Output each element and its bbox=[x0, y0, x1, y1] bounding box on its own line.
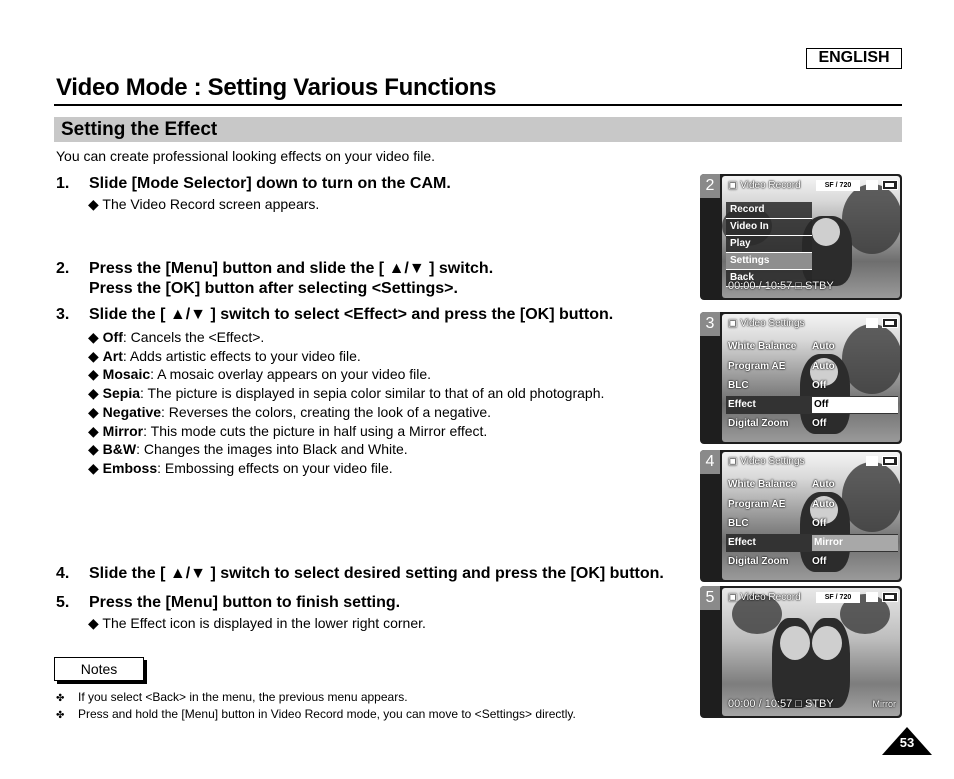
mode-icon bbox=[866, 592, 878, 602]
main-menu bbox=[726, 202, 812, 287]
screen-photo bbox=[722, 176, 900, 298]
setting-blc[interactable]: BLC Off bbox=[728, 518, 827, 529]
language-badge: ENGLISH bbox=[806, 48, 902, 69]
setting-effect[interactable]: Effect Off bbox=[726, 396, 898, 414]
battery-icon bbox=[882, 318, 898, 328]
bullet-art: ◆ Art: Adds artistic effects to your video file. bbox=[88, 348, 361, 364]
bullet-negative: ◆ Negative: Reverses the colors, creating the look of a negative. bbox=[88, 404, 491, 420]
menu-item-record[interactable]: Record bbox=[726, 202, 812, 219]
camcorder-icon: ▣ Video Settings bbox=[728, 318, 805, 329]
step-text: Press the [Menu] button and slide the [ ▲/▼ ] switch. bbox=[89, 260, 494, 277]
step-text: Slide the [ ▲/▼ ] switch to select <Effect> and press the [OK] button. bbox=[89, 306, 614, 323]
step-text: Slide [Mode Selector] down to turn on the CAM. bbox=[89, 175, 451, 192]
setting-white-balance[interactable]: White Balance Auto bbox=[728, 341, 835, 352]
setting-digital-zoom[interactable]: Digital Zoom Off bbox=[728, 418, 827, 429]
effect-indicator: Mirror bbox=[872, 699, 896, 709]
resolution-badge: SF / 720 bbox=[816, 180, 860, 191]
screen-number: 3 bbox=[700, 312, 720, 336]
bullet-bw: ◆ B&W: Changes the images into Black and White. bbox=[88, 441, 408, 457]
setting-blc[interactable]: BLC Off bbox=[728, 380, 827, 391]
screen-step-4 bbox=[700, 450, 902, 582]
bullet-diamond: ◆ bbox=[88, 196, 99, 212]
menu-item-play[interactable]: Play bbox=[726, 236, 812, 253]
mode-icon bbox=[866, 456, 878, 466]
screen-photo bbox=[722, 588, 900, 716]
battery-icon bbox=[882, 592, 898, 602]
setting-white-balance[interactable]: White Balance Auto bbox=[728, 479, 835, 490]
step-text: Slide the [ ▲/▼ ] switch to select desired setting and press the [OK] button. bbox=[89, 565, 664, 582]
setting-digital-zoom[interactable]: Digital Zoom Off bbox=[728, 556, 827, 567]
screen-number: 2 bbox=[700, 174, 720, 198]
camcorder-icon: ▣ Video Settings bbox=[728, 456, 805, 467]
menu-item-settings[interactable]: Settings bbox=[726, 253, 812, 270]
setting-program-ae[interactable]: Program AE Auto bbox=[728, 499, 835, 510]
screen-step-5 bbox=[700, 586, 902, 718]
step-3 bbox=[56, 306, 696, 326]
section-title: Setting the Effect bbox=[61, 119, 218, 140]
step-4 bbox=[56, 565, 696, 585]
intro-text: You can create professional looking effects on your video file. bbox=[56, 148, 436, 164]
page-title: Video Mode : Setting Various Functions bbox=[56, 74, 497, 101]
screen-number: 5 bbox=[700, 586, 720, 610]
time-counter: 00:00 / 10:57 □ STBY bbox=[728, 280, 834, 292]
setting-effect[interactable]: Effect Mirror bbox=[726, 534, 898, 552]
bullet-diamond: ◆ bbox=[88, 615, 99, 631]
note-item: ✤ Press and hold the [Menu] button in Video Record mode, you can move to <Settings> directly. bbox=[56, 707, 576, 721]
page-number: 53 bbox=[899, 735, 915, 750]
resolution-badge: SF / 720 bbox=[816, 592, 860, 603]
screen-photo bbox=[722, 452, 900, 580]
menu-item-back[interactable]: Back bbox=[726, 270, 812, 287]
setting-program-ae[interactable]: Program AE Auto bbox=[728, 361, 835, 372]
step-number: 2. bbox=[56, 260, 70, 277]
bullet-mosaic: ◆ Mosaic: A mosaic overlay appears on your video file. bbox=[88, 366, 432, 382]
step-5 bbox=[56, 594, 696, 614]
note-item: ✤ If you select <Back> in the menu, the previous menu appears. bbox=[56, 690, 408, 704]
title-rule bbox=[54, 104, 902, 106]
battery-icon bbox=[882, 180, 898, 190]
bullet-item: ◆ The Effect icon is displayed in the lower right corner. bbox=[88, 615, 426, 631]
bullet-item: ◆ The Video Record screen appears. bbox=[88, 196, 320, 212]
screen-photo bbox=[722, 314, 900, 442]
step-2-line-2 bbox=[56, 280, 696, 300]
menu-item-video-in[interactable]: Video In bbox=[726, 219, 812, 236]
camcorder-icon: ▣ Video Record bbox=[728, 592, 801, 603]
mode-icon bbox=[866, 318, 878, 328]
step-2 bbox=[56, 260, 696, 280]
step-number: 3. bbox=[56, 306, 70, 323]
mode-icon bbox=[866, 180, 878, 190]
bullet-emboss: ◆ Emboss: Embossing effects on your video file. bbox=[88, 460, 393, 476]
battery-icon bbox=[882, 456, 898, 466]
bullet-off: ◆ Off: Cancels the <Effect>. bbox=[88, 329, 265, 345]
camcorder-icon: ▣ Video Record bbox=[728, 180, 801, 191]
screen-number: 4 bbox=[700, 450, 720, 474]
step-number: 5. bbox=[56, 594, 70, 611]
screen-step-3 bbox=[700, 312, 902, 444]
bullet-mirror: ◆ Mirror: This mode cuts the picture in half using a Mirror effect. bbox=[88, 423, 488, 439]
screen-step-2 bbox=[700, 174, 902, 300]
notes-label: Notes bbox=[54, 657, 144, 681]
time-counter: 00:00 / 10:57 □ STBY bbox=[728, 698, 834, 710]
step-number: 1. bbox=[56, 175, 70, 192]
step-1 bbox=[56, 175, 696, 195]
bullet-sepia: ◆ Sepia: The picture is displayed in sepia color similar to that of an old photograph. bbox=[88, 385, 605, 401]
step-text: Press the [OK] button after selecting <Settings>. bbox=[89, 280, 458, 297]
step-text: Press the [Menu] button to finish setting. bbox=[89, 594, 401, 611]
step-number: 4. bbox=[56, 565, 70, 582]
